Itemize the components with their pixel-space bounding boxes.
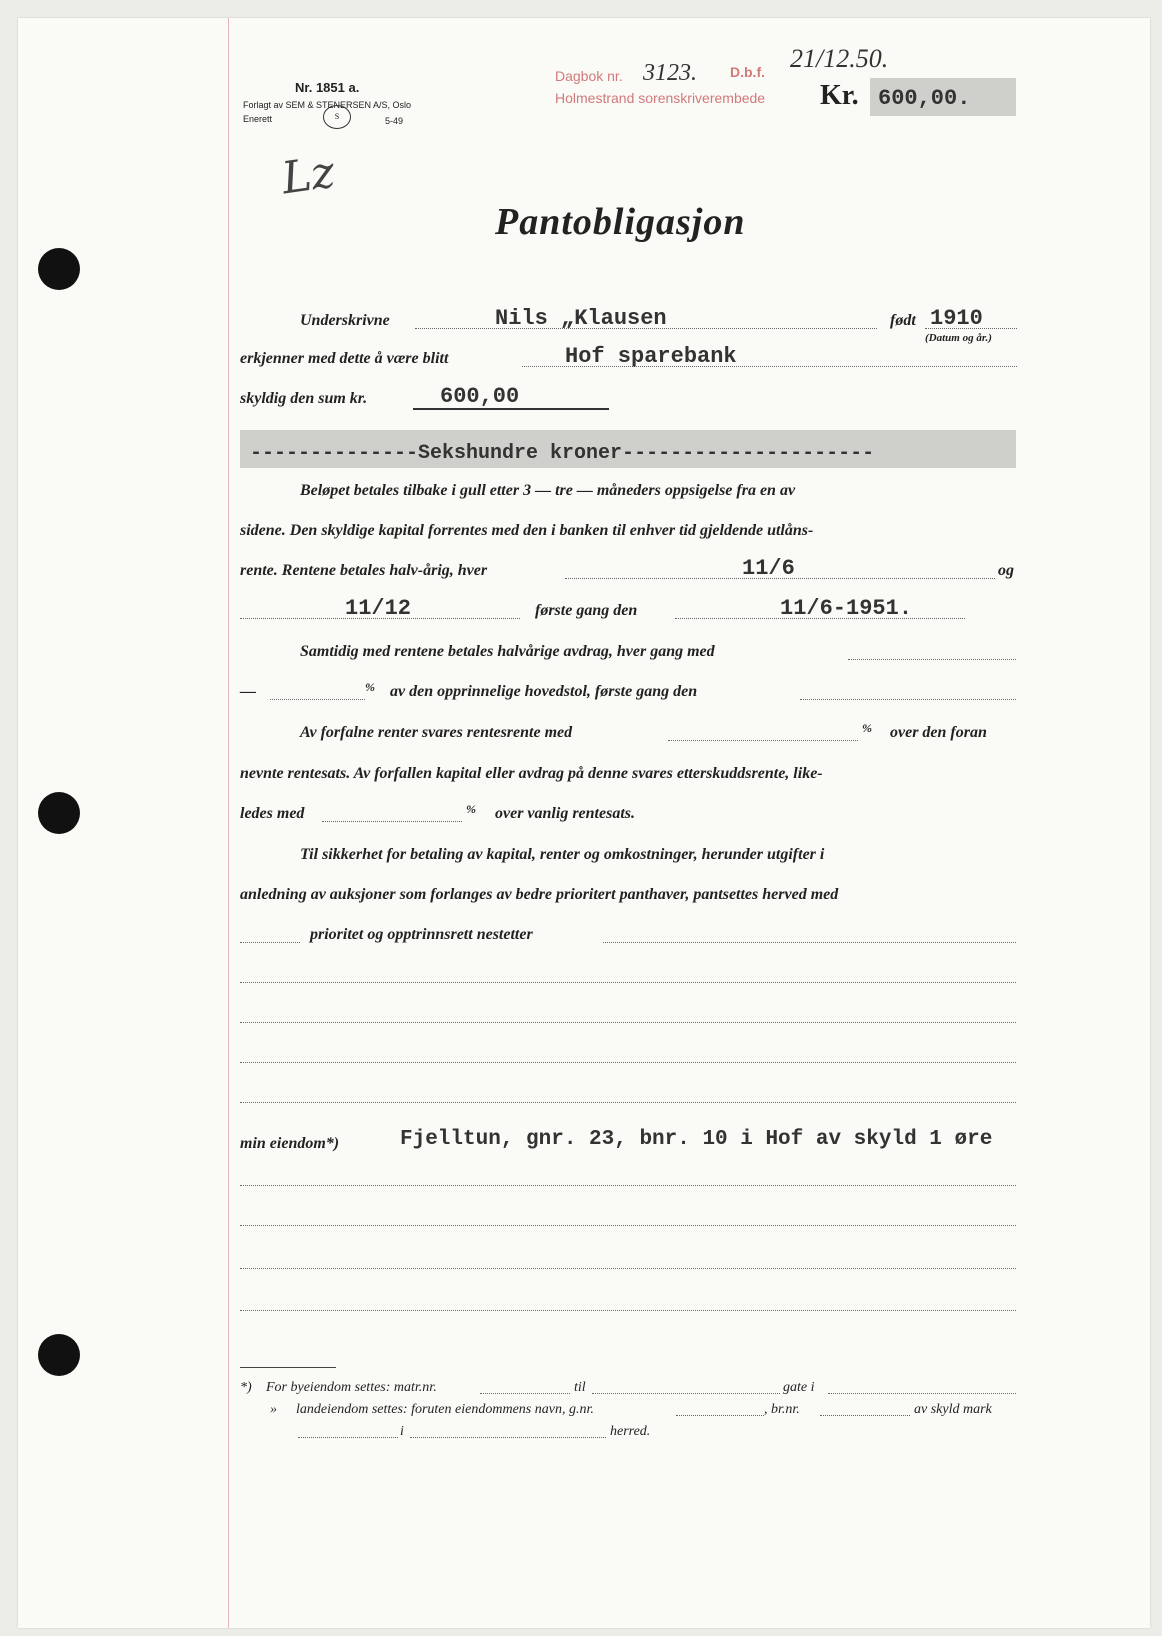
- sum-label: skyldig den sum kr.: [240, 390, 368, 407]
- interest-date-1: 11/6: [742, 556, 795, 581]
- fill-line: [240, 942, 300, 943]
- kr-label: Kr.: [820, 80, 859, 111]
- stamp-date: 21/12.50.: [790, 44, 889, 73]
- fill-line: [848, 659, 1016, 660]
- punch-hole: [38, 248, 80, 290]
- first-date: 11/6-1951.: [780, 596, 913, 621]
- body-line: sidene. Den skyldige kapital forrentes med den i banken til enhver tid gjeldende utlåns-: [240, 522, 814, 539]
- body-line: prioritet og opptrinnsrett nestetter: [310, 926, 533, 943]
- footnote-text: landeiendom settes: foruten eiendommens navn, g.nr.: [296, 1402, 594, 1417]
- fill-line: [240, 1310, 1016, 1311]
- fill-line: [240, 982, 1016, 983]
- punch-hole: [38, 1334, 80, 1376]
- fill-line: [480, 1393, 570, 1394]
- fill-line: [240, 1062, 1016, 1063]
- body-line: rente. Rentene betales halv-årig, hver: [240, 562, 488, 579]
- fill-line: [240, 1185, 1016, 1186]
- footnote-marker: »: [270, 1402, 277, 1417]
- fill-line: [240, 1102, 1016, 1103]
- footnote-text: , br.nr.: [764, 1402, 800, 1417]
- fill-line: [410, 1437, 606, 1438]
- fill-line: [240, 1225, 1016, 1226]
- footnote-text: herred.: [610, 1424, 651, 1439]
- journal-stamp-label: Dagbok nr.: [555, 68, 623, 84]
- born-year: 1910: [930, 306, 983, 331]
- debtor-label: Underskrivne: [300, 312, 390, 329]
- fill-line: [603, 942, 1016, 943]
- fill-line: [800, 699, 1016, 700]
- body-line: over vanlig rentesats.: [495, 805, 635, 822]
- creditor-name: Hof sparebank: [565, 344, 737, 369]
- fill-line: [925, 328, 1017, 329]
- kr-amount: 600,00.: [878, 86, 971, 111]
- percent-sign: %: [365, 680, 375, 694]
- body-line: nevnte rentesats. Av forfallen kapital eller avdrag på denne svares etterskuddsrente, like-: [240, 765, 823, 782]
- footnote-text: til: [574, 1380, 586, 1395]
- percent-sign: %: [466, 802, 476, 816]
- fill-line: [298, 1437, 398, 1438]
- fill-line: [240, 1022, 1016, 1023]
- sum-amount: 600,00: [440, 384, 520, 409]
- fill-line: [820, 1415, 910, 1416]
- fill-line: [668, 740, 858, 741]
- fill-line: [240, 1268, 1016, 1269]
- born-hint: (Datum og år.): [925, 332, 992, 344]
- fill-line: [828, 1393, 1016, 1394]
- enerett-label: Enerett: [243, 114, 273, 124]
- punch-hole: [38, 792, 80, 834]
- body-line: Av forfalne renter svares rentesrente med: [300, 724, 573, 741]
- sum-underline: [413, 408, 609, 410]
- body-line: over den foran: [890, 724, 987, 741]
- body-line: Samtidig med rentene betales halvårige avdrag, hver gang med: [300, 643, 715, 660]
- form-number: Nr. 1851 a.: [295, 80, 360, 95]
- og-label: og: [998, 562, 1014, 579]
- footnote-marker: *): [240, 1380, 252, 1395]
- fill-line: [322, 821, 462, 822]
- interest-date-2: 11/12: [345, 596, 412, 621]
- footnote-text: For byeiendom settes: matr.nr.: [266, 1380, 437, 1395]
- born-label: født: [890, 312, 916, 329]
- body-line: Til sikkerhet for betaling av kapital, renter og omkostninger, herunder utgifter i: [300, 846, 825, 863]
- footnote-rule: [240, 1367, 336, 1368]
- amount-in-words: --------------Sekshundre kroner---------------------: [250, 442, 875, 465]
- page-title: Pantobligasjon: [495, 201, 746, 243]
- body-line: ledes med: [240, 805, 305, 822]
- percent-sign: %: [862, 721, 872, 735]
- initials-signature: Lz: [278, 146, 338, 205]
- body-line: Beløpet betales tilbake i gull etter 3 — tre — måneders oppsigelse fra en av: [300, 482, 796, 499]
- body-line: av den opprinnelige hovedstol, første gang den: [390, 683, 698, 700]
- property-label: min eiendom*): [240, 1135, 340, 1152]
- footnote-text: av skyld mark: [914, 1402, 992, 1417]
- dash-mark: —: [240, 683, 256, 700]
- first-time-label: første gang den: [535, 602, 638, 619]
- form-date: 5-49: [385, 116, 404, 126]
- fill-line: [676, 1415, 764, 1416]
- property-value: Fjelltun, gnr. 23, bnr. 10 i Hof av skyld 1 øre: [400, 1128, 993, 1151]
- body-line: anledning av auksjoner som forlanges av bedre prioritert panthaver, pantsettes herved med: [240, 886, 839, 903]
- debtor-name: Nils „Klausen: [495, 306, 667, 331]
- publisher: Forlagt av SEM & STENERSEN A/S, Oslo: [243, 100, 412, 110]
- footnote-text: gate i: [783, 1380, 815, 1395]
- journal-number: 3123.: [643, 60, 697, 86]
- office-stamp: Holmestrand sorenskriverembede: [555, 90, 766, 106]
- journal-suffix: D.b.f.: [730, 64, 765, 80]
- footnote-text: i: [400, 1424, 404, 1439]
- publisher-seal-icon: S: [323, 105, 351, 129]
- fill-line: [270, 699, 365, 700]
- margin-rule: [228, 18, 229, 1628]
- fill-line: [592, 1393, 780, 1394]
- creditor-label: erkjenner med dette å være blitt: [240, 350, 449, 367]
